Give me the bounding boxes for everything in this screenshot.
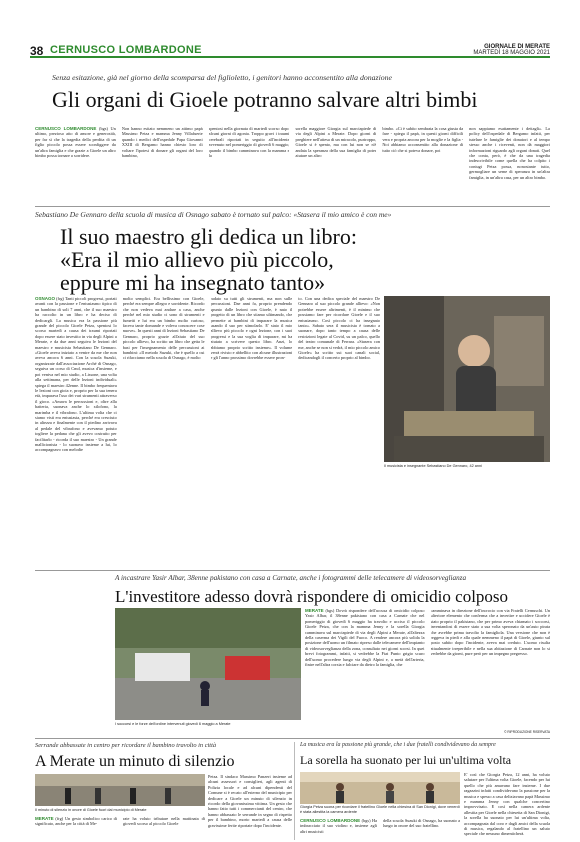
- article4-text: rate ha voluto tributare nella mattinata di giovedì scorso al piccolo Gioele: [123, 816, 205, 827]
- article3-kicker: A incastrare Yasir Albar, 38enne pakistano con casa a Carnate, anche i fotogrammi delle telecamere di videosorveglianza: [115, 574, 467, 582]
- article4-col: [208, 774, 292, 840]
- musician-caption: Il musicista e insegnante Sebastiano De Gennaro, 42 anni: [384, 464, 482, 468]
- article2-headline-line: «Era il mio allievo più piccolo,: [60, 247, 334, 273]
- article2-headline-line: Il suo maestro gli dedica un libro:: [60, 224, 357, 249]
- divider: [35, 570, 550, 571]
- article2-col: [298, 296, 380, 564]
- article1-text: (bgs) Un ultimo, prezioso atto di amore e generosità, per far sì che la tragedia della perdita di un figlio piccolo possa essere sconfiggere da un'altra famiglia e che grazie a Gioele un altro bimbo possa tornare a sorridere.: [35, 126, 116, 159]
- musician-photo: [384, 296, 550, 462]
- article2-text: radato su tutti gli strumenti, ma non sulle percussioni. Dae anni fa, proprio prendendo spunto dalle lezioni con Gioele, è nato il progetto di un libro che stiamo ultimando, che permette ai bambini di imparare la musica usando il suo per stimolarlo. E' stato il mio allievo più piccolo e ogni lezione, con i suoi progressi e la sua voglia di imparare, mi ha aiutato a scrivere questo libro. Anzi, lo abbiamo proprio scritto insieme». Il volume verrà rivisto e abbellito con alcune illustrazioni e gli l'anno prossimo dovrebbe essere pron-: [210, 296, 293, 361]
- newspaper-name: [473, 44, 550, 56]
- article4-col: [35, 816, 117, 840]
- article3-dateline: MERATE: [305, 608, 324, 613]
- article2-body: [35, 296, 380, 564]
- article2-col: [35, 296, 117, 564]
- article2-text: molto semplici. Era bellissimo con Gioele, perché era sempre allegro e sorridente. Ricordo che non vedeva mai andare a casa, anche perché nel mio studio ci sono di strumenti e fumetti e lui era un bimbo molto curioso, faceva tante domande e voleva conoscere cose nuove». In questi anni di lezioni Sebastiano De Gennaro, proprio grazie all'aiuto del suo piccolo allievo, ha scritto un libro che getta le basi per l'insegnamento delle percussioni ai bambini: «Il metodo Suzuki, che è quello a cui ci rifacciamo nella scuola di Osnago, è molto: [122, 296, 205, 361]
- article5-text: E' così che Giorgia Petza, 12 anni, ha voluto salutare per l'ultima volta Gioele, facendo per lui quello che più amavano fare insieme. I due ragazzini infatti condividevano la passione per la musica e spesso a casa deliziavano papà Massimo e mamma Jenny con qualche concertino improvvisato. E così nella camera ardente allestita per Gioele nella chiesetta di San Dionigi, la sorella ha suonato per lui un'ultima volta, accompagnata dal coro e dagli amici della scuola di musica, regalando al fratellino un saluto speciale che nessuno dimenticherà.: [464, 772, 550, 837]
- article5-text: della scuola Suzuki di Osnago, ha suonato a lungo in onore del suo fratellino.: [383, 818, 460, 829]
- minute-silence-caption: Il minuto di silenzio in onore di Gioele fuori dal municipio di Merate: [35, 808, 147, 812]
- article4-kicker: Serrande abbassate in centro per ricordare il bambino travolto in città: [35, 742, 217, 749]
- article4-dateline: MERATE: [35, 816, 54, 821]
- minute-silence-photo: [35, 774, 205, 806]
- article4-body: [35, 816, 205, 840]
- column-divider: [294, 742, 295, 840]
- article1-text: non sappiamo esattamente i dettagli». La policy dell'ospedale di Bergamo infatti, per tutelare le famiglie dei donatori e al tempo stesso anche i riceventi, non dà maggiori informazioni riguardo agli organi donati. Quel che conta, però, è che da una tragedia indescrivibile come quella che ha colpito i coniugi Petza possa, nonostante tutto, germogliare un seme di speranza in un'altra famiglia, in un'altra casa, per un altro bimbo.: [469, 126, 550, 180]
- sister-violin-illustration: [300, 772, 460, 804]
- copyright-note: © RIPRODUZIONE RISERVATA: [504, 730, 550, 734]
- article4-headline: A Merate un minuto di silenzio: [35, 753, 235, 770]
- sister-violin-caption: Giorgia Petza suona per ricordare il fratellino Gioele nella chiesina di San Dionigi, dove venerdì è stata allestita la camera ardente: [300, 805, 460, 814]
- article1-headline: Gli organi di Gioele potranno salvare altri bimbi: [52, 87, 478, 112]
- article2-text: (frg) Tanti piccoli progressi, portati avanti con la passione e l'entusiasmo tipico di un bambino di soli 7 anni, che il suo maestro ha raccolto in un libro e ha deciso di dedicargli. La musica era la passione più grande del piccolo Gioele Petza, spentosi lo scorso martedì a causa dei traumi riportati dopo essere stato investito in via degli Alpini a Merate, e da due anni seguiva le lezioni del maestro e musicista Sebastiano De Gennaro. «Gioele aveva iniziato a venire da me che non aveva ancora 6 anni. Con la scuola Suzuki, organizzate dall'associazione Arché di Osnago, seguiva un corso di Cmd, musica d'insieme, e poi veniva nel mio studio, a Lissone, una volta alla settimana, per delle lezioni individuali» spiega il maestro 42enne. Il bimbo frequentava le lezioni con gioia e, proprio per la sua tenera età, imparava l'uso dei vari strumenti attraverso il gioco. «Amava le percussioni e, oltre alla batteria, suonava anche lo xilofono, la marimba e il vibrafono. L'ultima volta che ci siamo visti era entusiasta, perché era cresciuto in altezza e finalmente con il piedino arrivava al pedale del vibrafono e avevamo potuto togliere la pedana che gli avevo costruito per facilitarlo - ricorda il suo maestro - Un grande mallicionista - lo suonavo insieme a lui, lo accompagnavo con melodie: [35, 296, 117, 453]
- article1-kicker: Senza esitazione, già nel giorno della scomparsa del figlioletto, i genitori hanno acconsentito alla donazione: [52, 73, 393, 82]
- article3-headline: L'investitore adesso dovrà rispondere di omicidio colposo: [115, 587, 509, 606]
- article2-headline: [60, 225, 540, 294]
- accident-scene-photo: [115, 608, 301, 720]
- article1-col: [209, 126, 290, 200]
- divider: [35, 738, 550, 739]
- article1-col: [122, 126, 203, 200]
- musician-photo-illustration: [384, 296, 550, 462]
- article5-text: (bgs) Ha imbracciato il suo violino e, insieme agli altri musicisti: [300, 818, 377, 834]
- article2-dateline: OSNAGO: [35, 296, 56, 301]
- article1-col: [35, 126, 116, 200]
- accident-caption: I soccorsi e le forze dell'ordine intervenuti giovedì 6 maggio a Merate: [115, 722, 231, 726]
- divider: [35, 206, 550, 207]
- article3-col: [431, 608, 551, 728]
- article1-text: sorella maggiore Giorgia sul marciapiede di via degli Alpini a Merate. Dopo giorni di preghiere nell'attesa di un miracolo, purtroppo, Gioele si è spento, ma con lui non se n'è andata la speranza della sua famiglia di poter aiutare un altro: [295, 126, 377, 159]
- article1-col: [295, 126, 376, 200]
- article3-text: (bgs) Dovrà rispondere dell'accusa di omicidio colposo Yasir Albar, il 38enne pakistano con casa a Carnate che nel pomeriggio di giovedì 6 maggio ha travolto e ucciso il piccolo Gioele Petza, che con la mamma Jenny e la sorella Giorgia camminava sul marciapiede di via degli Alpini a Merate, all'altezza della caserma dei Vigili del Fuoco. A rendere ancora più solida la posizione dell'uomo un filmato ripreso dalle telecamere dell'impianto di videosorveglianza della zona, consultato nei giorni scorsi. In quei brevi fotogrammi, infatti, si vedrebbe la Fiat Punto grigio scuro dell'uomo procedere lungo via degli Alpini e, a metà dell'arteria, finire nell'altra corsia e falciare da dietro la famiglia, che: [305, 608, 425, 668]
- article2-col: [123, 296, 205, 564]
- sister-violin-photo: [300, 772, 460, 804]
- article1-col: [469, 126, 550, 200]
- article3-body: [305, 608, 550, 728]
- issue-date: MARTEDÌ 18 MAGGIO 2021: [473, 50, 550, 56]
- paper-title: GIORNALE DI MERATE: [484, 44, 550, 50]
- minute-silence-illustration: [35, 774, 205, 806]
- article5-col: [300, 818, 377, 840]
- article1-text: Non hanno esitato nemmeno un attimo papà Massimo Petza e mamma Jenny Villafuerte quando i medici dell'ospedale Papa Giovanni XXIII di Bergamo hanno chiesto loro di voltare l'ipotesi di donare gli organi del loro bambino,: [121, 126, 203, 159]
- section-title: CERNUSCO LOMBARDONE: [50, 44, 202, 56]
- article3-text: camminava in direzione dell'incrocio con via Fratelli Cernuschi. Un ulteriore elemento che conferma che a invertire e uccidere Gioele è stato proprio il pakistano, che per primo aveva chiamato i soccorsi, inventandosi di essere stato a sua volta speronato da un'auto pirata che avrebbe prima travolto la famigliola. Una versione che non è reggeva in piedi e alla quale nemmeno il papà di Gioele, giunto sul posto subito dopo l'incidente, aveva mai creduto. L'uomo risulta attualmente irreperibile e nella sua abitazione di Carnate non lo si vedrebbe da giorni, pure però per un impegno pregresso.: [430, 608, 550, 657]
- article2-text: to. Con una dedica speciale del maestro De Gennaro al suo piccolo grande allievo: «Non potrebbe essere altrimenti, è il minimo che possiamo fare per ricordare Gioele e il suo entusiasmo. Così piccolo ci ha insegnato tanto». Sabato sera il musicista è tornato a suonare, dopo tanto tempo a causa delle restrizioni legate al Covid, su un palco, quello del teatro comunale di Ferrara. «Stasera con me, anche se non si vedrà, il mio piccolo amico Gioele» ha scritto sui suoi canali social, dedicandogli il concerto proprio al bimbo.: [298, 296, 380, 361]
- article4-sidecol: [208, 774, 292, 840]
- article4-col: [123, 816, 205, 840]
- article5-headline: La sorella ha suonato per lui un'ultima volta: [300, 753, 512, 767]
- article5-body: [300, 818, 460, 840]
- article2-headline-line: eppure mi ha insegnato tanto»: [60, 270, 326, 296]
- article1-text: bimbo. «Ci è subito sembrata la cosa giusta da fare - spiega il papà, in questi giorni difficili vera e propria ancora per la moglie e la figlia - Noi abbiamo acconsentito alla donazione di tutto ciò che si poteva donare, poi: [382, 126, 464, 153]
- article5-col: [383, 818, 460, 840]
- article1-dateline: CERNUSCO LOMBARDONE: [35, 126, 97, 131]
- article5-col: [464, 772, 550, 840]
- page-number: 38: [30, 44, 44, 58]
- article5-kicker: La musica era la passione più grande, che i due fratelli condividevano da sempre: [300, 742, 496, 748]
- article4-text: (frg) Un gesto simbolico carico di significato, anche per la città di Me-: [35, 816, 117, 827]
- article3-col: [305, 608, 425, 728]
- article1-col: [382, 126, 463, 200]
- article1-text: spentosi nella giornata di martedì scorso dopo alcuni giorni di agonia. Troppo gravi i traumi cerebrali riportati in seguito all'incidente avvenuto nel pomeriggio di giovedì 6 maggio, quando il bimbo camminava con la mamma e la: [208, 126, 290, 159]
- article5-dateline: CERNUSCO LOMBARDONE: [300, 818, 361, 823]
- article4-text: Petza. Il sindaco Massimo Panzeri insieme ad alcuni assessori e consiglieri, agli agenti di Polizia locale e ad alcuni dipendenti del Comune si è recato all'esterno del municipio per dedicare a Gioele un minuto di silenzio in ricordo della giovanissima vittima. Un gesto che hanno fatto tutti i commercianti del centro, che hanno abbassato le serrande in segno di rispetto per il bambino, morto martedì a causa delle gravissime ferite riportate dopo l'incidente.: [208, 774, 292, 828]
- accident-photo-illustration: [115, 608, 301, 720]
- article2-col: [211, 296, 293, 564]
- article1-body: [35, 126, 550, 200]
- article2-kicker: Sebastiano De Gennaro della scuola di musica di Osnago sabato è tornato sul palco: «Stasera il mio amico è con me»: [35, 210, 392, 219]
- article5-sidecol: [464, 772, 550, 840]
